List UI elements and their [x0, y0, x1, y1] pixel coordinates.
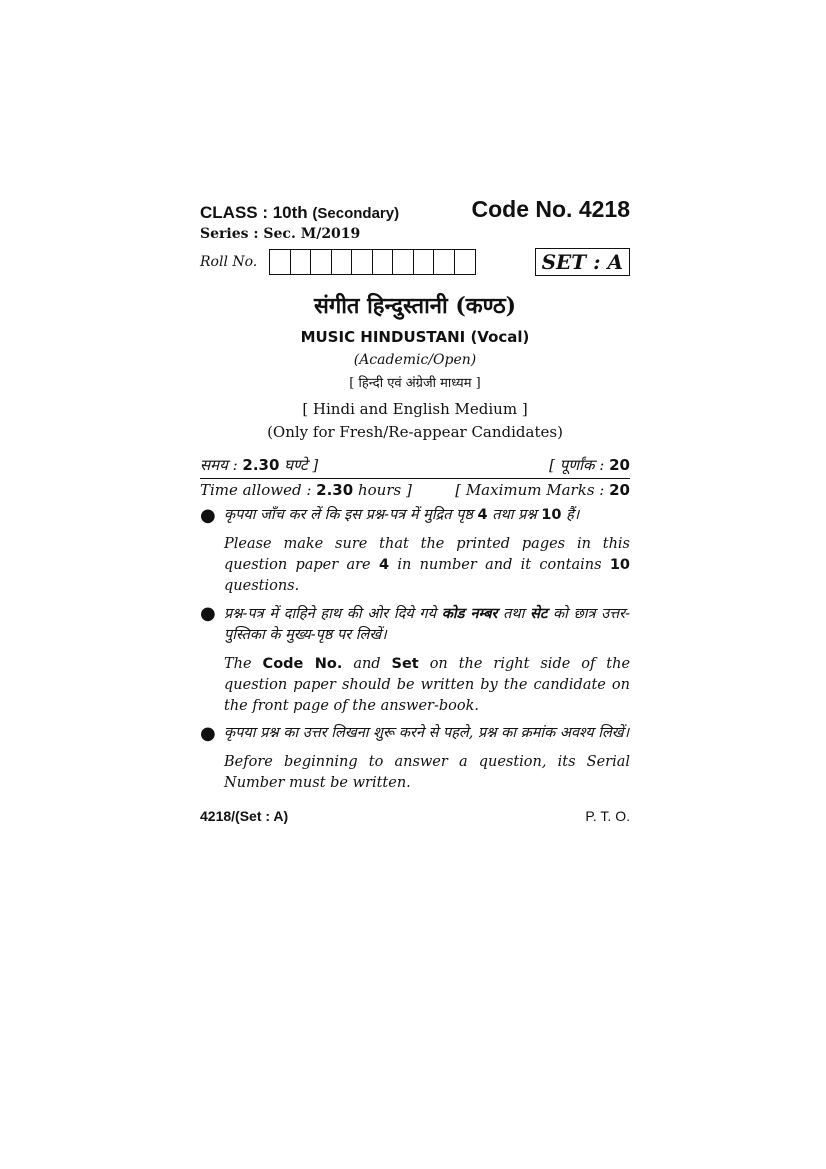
english-time-value: 2.30 — [316, 481, 354, 499]
instruction-text — [224, 723, 630, 794]
hindi-time-label: समय : — [200, 456, 238, 474]
set-badge: SET : A — [535, 248, 630, 276]
english-marks-label: [ Maximum Marks : — [455, 481, 605, 499]
instruction-hindi: प्रश्न-पत्र में दाहिने हाथ की ओर दिये गये कोड नम्बर तथा सेट को छात्र उत्तर-पुस्तिका के मुख्य-पृष्ठ पर लिखें। — [224, 605, 630, 643]
instruction-english: The Code No. and Set on the right side of the question paper should be written by the candidate on the front page of the answer-book. — [224, 656, 631, 714]
roll-label: Roll No. — [200, 254, 258, 270]
bullet-icon: ● — [200, 723, 216, 744]
roll-number-field — [200, 249, 476, 275]
english-marks — [455, 481, 630, 499]
instruction-item — [200, 603, 630, 717]
exam-cover-page — [200, 196, 630, 824]
class-label — [200, 203, 399, 223]
instruction-text — [224, 505, 630, 597]
roll-box — [291, 250, 312, 274]
hindi-time-row — [200, 455, 630, 475]
hindi-time-unit: घण्टे ] — [284, 456, 319, 474]
instruction-hindi: कृपया जाँच कर लें कि इस प्रश्न-पत्र में मुद्रित पृष्ठ 4 तथा प्रश्न 10 हैं। — [224, 507, 580, 523]
bullet-icon: ● — [200, 505, 216, 526]
english-time-unit: hours ] — [357, 481, 412, 499]
class-sub-text: (Secondary) — [312, 205, 400, 222]
candidates-note: (Only for Fresh/Re-appear Candidates) — [267, 423, 563, 441]
english-time-row — [200, 478, 630, 499]
roll-box — [434, 250, 455, 274]
roll-number-boxes — [269, 249, 476, 275]
roll-box — [311, 250, 332, 274]
instruction-english: Before beginning to answer a question, its Serial Number must be written. — [224, 754, 630, 791]
english-marks-value: 20 — [609, 481, 630, 499]
english-time-label: Time allowed : — [200, 481, 312, 499]
footer-pto: P. T. O. — [585, 808, 630, 824]
roll-box — [414, 250, 435, 274]
bullet-icon: ● — [200, 603, 216, 624]
roll-box — [393, 250, 414, 274]
roll-box — [332, 250, 353, 274]
footer-code: 4218/(Set : A) — [200, 808, 289, 824]
instruction-item — [200, 723, 630, 794]
medium-hindi: [ हिन्दी एवं अंग्रेजी माध्यम ] — [349, 376, 481, 391]
roll-box — [455, 250, 476, 274]
header-row — [200, 196, 630, 223]
instructions-list — [200, 505, 630, 794]
hindi-time — [200, 455, 318, 475]
english-time — [200, 481, 412, 499]
instruction-text — [224, 603, 630, 717]
english-title: MUSIC HINDUSTANI (Vocal) — [300, 328, 530, 346]
roll-box — [373, 250, 394, 274]
roll-row — [200, 248, 630, 276]
hindi-title: संगीत हिन्दुस्तानी (कण्ठ) — [313, 293, 517, 319]
academic-label: (Academic/Open) — [353, 352, 477, 368]
medium-english: [ Hindi and English Medium ] — [302, 400, 528, 418]
instruction-hindi: कृपया प्रश्न का उत्तर लिखना शुरू करने से पहले, प्रश्न का क्रमांक अवश्य लिखें। — [224, 725, 630, 741]
roll-box — [270, 250, 291, 274]
page-footer — [200, 808, 630, 824]
series-label: Series : Sec. M/2019 — [200, 226, 361, 242]
hindi-marks-value: 20 — [609, 456, 630, 474]
class-text: CLASS : 10th — [200, 203, 308, 222]
roll-box — [352, 250, 373, 274]
hindi-marks — [549, 455, 630, 475]
instruction-english: Please make sure that the printed pages in this question paper are 4 in number and it contains 10 questions. — [224, 536, 630, 594]
code-number: Code No. 4218 — [471, 196, 630, 222]
hindi-time-value: 2.30 — [242, 456, 280, 474]
instruction-item — [200, 505, 630, 597]
hindi-marks-label: [ पूर्णांक : — [549, 456, 605, 474]
